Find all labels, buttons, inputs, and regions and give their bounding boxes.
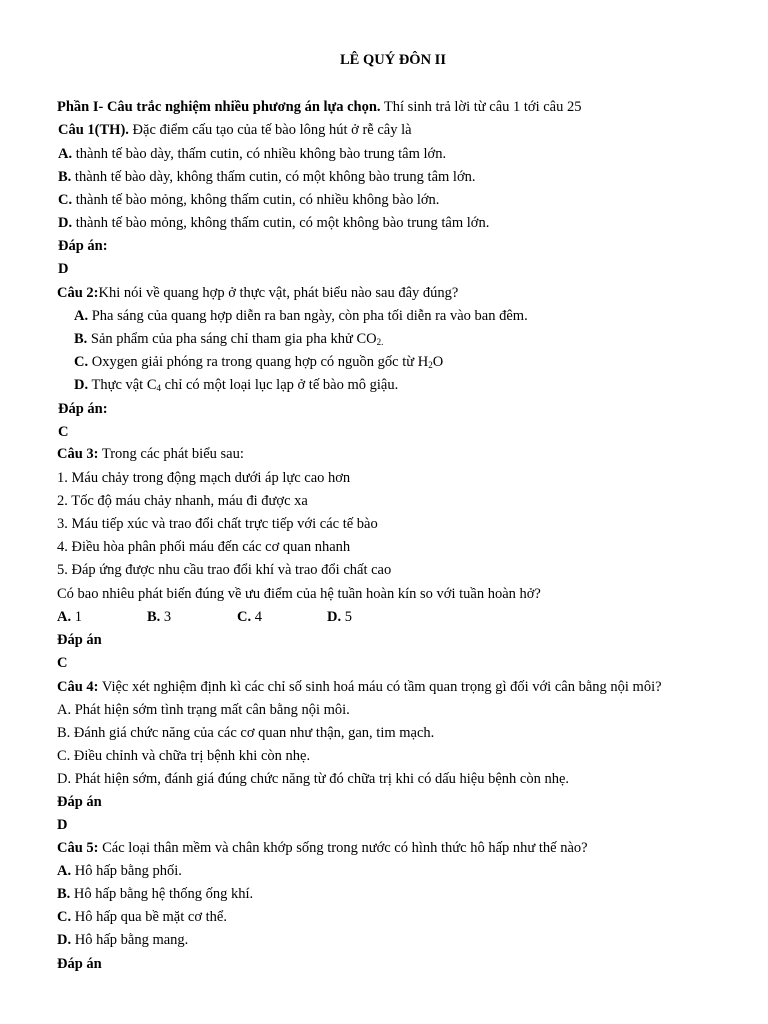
option-text: Hô hấp bằng hệ thống ống khí. bbox=[70, 886, 254, 902]
question-3-prompt: Có bao nhiêu phát biến đúng về ưu điểm của hệ tuần hoàn kín so với tuần hoàn hở? bbox=[57, 586, 541, 602]
question-5-option-a bbox=[57, 862, 182, 880]
question-5-text: Các loại thân mềm và chân khớp sống trong nước có hình thức hô hấp như thế nào? bbox=[98, 840, 588, 856]
question-3 bbox=[57, 445, 244, 463]
statement-item: 5. Đáp ứng được nhu cầu trao đổi khí và trao đổi chất cao bbox=[57, 562, 392, 578]
question-1-option-c bbox=[58, 191, 439, 209]
option-text: 1 bbox=[71, 609, 82, 625]
subscript: 2. bbox=[376, 337, 384, 347]
question-3-option-b bbox=[147, 608, 171, 626]
question-4-option-b: B. Đánh giá chức năng của các cơ quan như thận, gan, tim mạch. bbox=[57, 725, 435, 741]
question-5 bbox=[57, 839, 588, 857]
option-text: Sản phẩm của pha sáng chỉ tham gia pha khử CO bbox=[87, 331, 377, 347]
option-text: thành tế bào mỏng, không thấm cutin, có một không bào trung tâm lớn. bbox=[72, 215, 490, 231]
option-text: Thực vật C bbox=[88, 377, 157, 393]
answer-label-text: Đáp án: bbox=[58, 401, 108, 417]
part-heading-line bbox=[57, 98, 581, 116]
question-5-option-b bbox=[57, 885, 253, 903]
answer-value-text: C bbox=[57, 655, 68, 671]
option-letter: C. bbox=[237, 609, 252, 625]
question-2-option-d bbox=[74, 376, 398, 394]
question-3-option-c bbox=[237, 608, 262, 626]
answer-value bbox=[57, 816, 67, 834]
option-text-tail: O bbox=[432, 354, 444, 370]
answer-value-text: D bbox=[58, 261, 69, 277]
option-letter: A. bbox=[74, 308, 89, 324]
statement-item: 3. Máu tiếp xúc và trao đổi chất trực tiếp với các tế bào bbox=[57, 516, 378, 532]
option-text: Oxygen giải phóng ra trong quang hợp có nguồn gốc từ H bbox=[88, 354, 429, 370]
question-4-option-d: D. Phát hiện sớm, đánh giá đúng chức năng từ đó chữa trị khi có dấu hiệu bệnh còn nhẹ. bbox=[57, 771, 570, 787]
question-4-label: Câu 4: bbox=[57, 679, 99, 695]
answer-label bbox=[58, 237, 108, 255]
question-4 bbox=[57, 678, 662, 696]
answer-label bbox=[57, 793, 102, 811]
option-letter: C. bbox=[58, 192, 73, 208]
question-5-option-c bbox=[57, 908, 227, 926]
option-letter: D. bbox=[74, 377, 89, 393]
option-text: Hô hấp qua bề mặt cơ thể. bbox=[71, 909, 227, 925]
answer-label-text: Đáp án bbox=[57, 956, 102, 972]
subscript: 2 bbox=[428, 360, 433, 370]
option-text: Hô hấp bằng phối. bbox=[71, 863, 182, 879]
option-letter: B. bbox=[57, 886, 71, 902]
question-1-option-b bbox=[58, 168, 476, 186]
option-text-tail: chỉ có một loại lục lạp ở tế bào mô giậu. bbox=[161, 377, 399, 393]
option-letter: B. bbox=[147, 609, 161, 625]
answer-label bbox=[58, 400, 108, 418]
option-letter: C. bbox=[74, 354, 89, 370]
answer-label-text: Đáp án bbox=[57, 632, 102, 648]
question-3-label: Câu 3: bbox=[57, 446, 99, 462]
answer-value bbox=[57, 654, 67, 672]
option-letter: B. bbox=[74, 331, 88, 347]
option-letter: A. bbox=[57, 863, 72, 879]
answer-value-text: C bbox=[58, 424, 69, 440]
answer-value-text: D bbox=[57, 817, 68, 833]
question-2-option-a bbox=[74, 307, 528, 325]
question-1-option-d bbox=[58, 214, 489, 232]
answer-label-text: Đáp án bbox=[57, 794, 102, 810]
option-text: Pha sáng của quang hợp diễn ra ban ngày, còn pha tối diễn ra vào ban đêm. bbox=[88, 308, 528, 324]
question-5-option-d bbox=[57, 931, 188, 949]
question-4-option-a: A. Phát hiện sớm tình trạng mất cân bằng nội môi. bbox=[57, 702, 350, 718]
question-2-option-b bbox=[74, 330, 383, 348]
option-text: 3 bbox=[160, 609, 172, 625]
question-1-text: Đặc điểm cấu tạo của tế bào lông hút ở rễ cây là bbox=[128, 122, 412, 138]
answer-value bbox=[58, 260, 68, 278]
document-title: LÊ QUÝ ĐÔN II bbox=[340, 52, 446, 68]
question-2-label: Câu 2: bbox=[57, 285, 99, 301]
part-heading: Phần I- Câu trắc nghiệm nhiều phương án lựa chọn. bbox=[57, 99, 381, 115]
option-text: 4 bbox=[251, 609, 262, 625]
option-text: thành tế bào dày, thấm cutin, có nhiều không bào trung tâm lớn. bbox=[72, 146, 447, 162]
subscript: 4 bbox=[156, 383, 162, 393]
statement-item: 2. Tốc độ máu chảy nhanh, máu đi được xa bbox=[57, 493, 308, 509]
option-text: 5 bbox=[341, 609, 352, 625]
question-1 bbox=[58, 121, 412, 139]
question-4-text: Việc xét nghiệm định kì các chỉ số sinh hoá máu có tầm quan trọng gì đối với cân bằng nội môi? bbox=[98, 679, 662, 695]
question-1-label: Câu 1(TH). bbox=[58, 122, 129, 138]
answer-label bbox=[57, 955, 102, 973]
question-2 bbox=[57, 284, 458, 302]
option-letter: D. bbox=[57, 932, 72, 948]
question-3-option-a bbox=[57, 608, 82, 626]
question-3-text: Trong các phát biểu sau: bbox=[98, 446, 244, 462]
option-letter: A. bbox=[58, 146, 73, 162]
question-2-option-c bbox=[74, 353, 443, 371]
answer-label bbox=[57, 631, 102, 649]
option-letter: B. bbox=[58, 169, 72, 185]
question-3-option-d bbox=[327, 608, 352, 626]
answer-label-text: Đáp án: bbox=[58, 238, 108, 254]
question-5-label: Câu 5: bbox=[57, 840, 99, 856]
option-letter: D. bbox=[58, 215, 73, 231]
question-1-option-a bbox=[58, 145, 446, 163]
statement-item: 4. Điều hòa phân phối máu đến các cơ quan nhanh bbox=[57, 539, 351, 555]
part-instruction: Thí sinh trả lời từ câu 1 tới câu 25 bbox=[380, 99, 582, 115]
option-text: Hô hấp bằng mang. bbox=[71, 932, 189, 948]
option-text: thành tế bào mỏng, không thấm cutin, có nhiều không bào lớn. bbox=[72, 192, 440, 208]
question-4-option-c: C. Điều chỉnh và chữa trị bệnh khi còn nhẹ. bbox=[57, 748, 311, 764]
option-text: thành tế bào dày, không thấm cutin, có một không bào trung tâm lớn. bbox=[71, 169, 476, 185]
question-2-text: Khi nói về quang hợp ở thực vật, phát biểu nào sau đây đúng? bbox=[98, 285, 459, 301]
option-letter: A. bbox=[57, 609, 72, 625]
answer-value bbox=[58, 423, 68, 441]
option-letter: D. bbox=[327, 609, 342, 625]
statement-item: 1. Máu chảy trong động mạch dưới áp lực cao hơn bbox=[57, 470, 351, 486]
option-letter: C. bbox=[57, 909, 72, 925]
